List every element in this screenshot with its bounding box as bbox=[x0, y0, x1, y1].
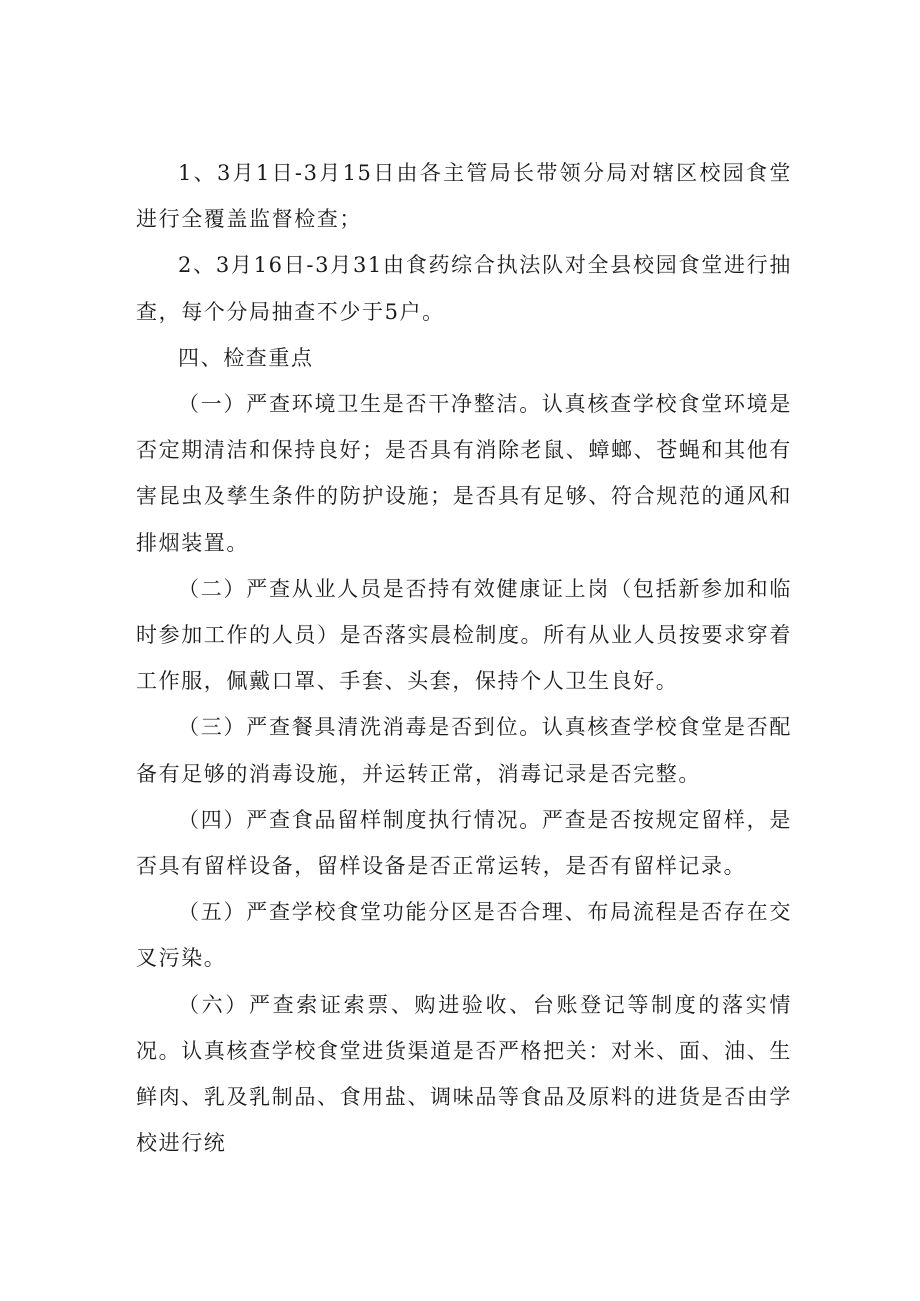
paragraph-item-2-staff: （二）严查从业人员是否持有效健康证上岗（包括新参加和临时参加工作的人员）是否落实晨检制度。所有从业人员按要求穿着工作服，佩戴口罩、手套、头套，保持个人卫生良好。 bbox=[136, 576, 792, 694]
paragraph-item-3-tableware: （三）严查餐具清洗消毒是否到位。认真核查学校食堂是否配备有足够的消毒设施，并运转正常，消毒记录是否完整。 bbox=[136, 715, 792, 786]
paragraph-item-5-layout: （五）严查学校食堂功能分区是否合理、布局流程是否存在交叉污染。 bbox=[136, 900, 792, 971]
paragraph-schedule-2: 2、3月16日-3月31由食药综合执法队对全县校园食堂进行抽查，每个分局抽查不少于5户。 bbox=[136, 253, 792, 324]
paragraph-item-4-sample-retention: （四）严查食品留样制度执行情况。严查是否按规定留样，是否具有留样设备，留样设备是否正常运转，是否有留样记录。 bbox=[136, 807, 792, 879]
section-heading-inspection-focus: 四、检查重点 bbox=[178, 345, 314, 370]
document-body bbox=[136, 150, 792, 1166]
paragraph-schedule-1: 1、3月1日-3月15日由各主管局长带领分局对辖区校园食堂进行全覆盖监督检查； bbox=[136, 161, 792, 232]
paragraph-item-1-environment: （一）严查环境卫生是否干净整洁。认真核查学校食堂环境是否定期清洁和保持良好；是否具有消除老鼠、蟑螂、苍蝇和其他有害昆虫及孳生条件的防护设施；是否具有足够、符合规范的通风和排烟装置。 bbox=[136, 392, 792, 555]
paragraph-item-6-procurement: （六）严查索证索票、购进验收、台账登记等制度的落实情况。认真核查学校食堂进货渠道是否严格把关：对米、面、油、生鲜肉、乳及乳制品、食用盐、调味品等食品及原料的进货是否由学校进行统 bbox=[136, 992, 792, 1156]
